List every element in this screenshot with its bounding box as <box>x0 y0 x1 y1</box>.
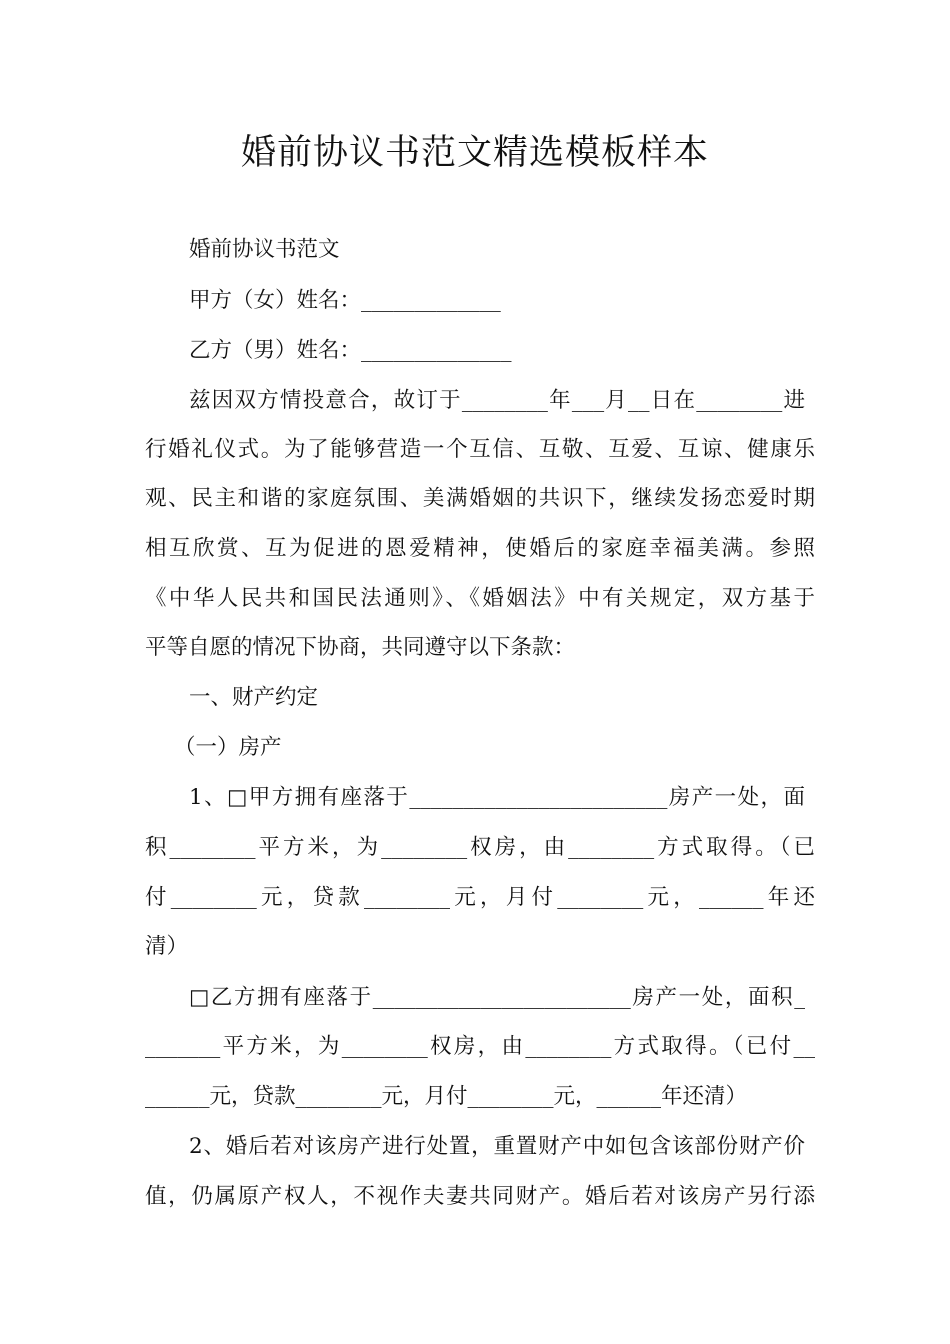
document-title: 婚前协议书范文精选模板样本 <box>240 133 709 173</box>
clause-line: 值，仍属原产权人，不视作夫妻共同财产。婚后若对该房产另行添 <box>145 1184 815 1209</box>
clause-line: _______平方米，为________权房，由________方式取得。（已付__ <box>145 1034 815 1059</box>
clause-line: ______元，贷款________元，月付________元，______年还清） <box>145 1084 748 1109</box>
party-a-name-line: 甲方（女）姓名：_____________ <box>189 288 501 313</box>
preamble-line: 平等自愿的情况下协商，共同遵守以下条款： <box>145 635 576 660</box>
preamble-line: 相互欣赏、互为促进的恩爱精神，使婚后的家庭幸福美满。参照 <box>145 536 815 561</box>
subsection-heading: （一）房产 <box>174 735 282 760</box>
clause-line: 积________平方米，为________权房，由________方式取得。（已 <box>145 835 815 860</box>
preamble-line: 行婚礼仪式。为了能够营造一个互信、互敬、互爱、互谅、健康乐 <box>145 437 815 462</box>
preamble-line: 观、民主和谐的家庭氛围、美满婚姻的共识下，继续发扬恋爱时期 <box>145 486 815 511</box>
document-subtitle: 婚前协议书范文 <box>189 237 340 262</box>
clause-line: 1、□甲方拥有座落于________________________房产一处，面 <box>189 785 805 810</box>
clause-line: □乙方拥有座落于________________________房产一处，面积_ <box>189 985 805 1010</box>
party-b-name-line: 乙方（男）姓名：______________ <box>189 338 512 363</box>
preamble-line: 《中华人民共和国民法通则》、《婚姻法》中有关规定，双方基于 <box>145 586 815 611</box>
clause-line: 2、婚后若对该房产进行处置，重置财产中如包含该部份财产价 <box>189 1134 805 1159</box>
clause-line: 清） <box>145 934 189 959</box>
preamble-line: 兹因双方情投意合，故订于________年___月__日在________进 <box>189 388 805 413</box>
clause-line: 付________元，贷款________元，月付________元，______年还 <box>145 885 815 910</box>
section-heading: 一、财产约定 <box>189 685 319 710</box>
